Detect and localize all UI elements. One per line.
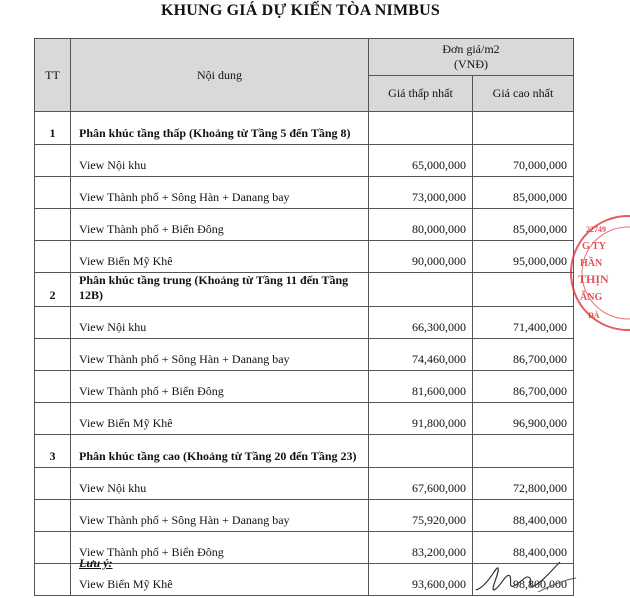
section-row: [35, 112, 574, 145]
svg-text:G TY: G TY: [582, 241, 606, 252]
table-row: [35, 307, 574, 339]
empty-cell: [35, 339, 71, 371]
header-unit-line1: Đơn giá/m2: [442, 42, 500, 56]
empty-cell: [35, 564, 71, 596]
svg-text:ĐÀ: ĐÀ: [588, 311, 600, 320]
low-price: 83,200,000: [369, 532, 473, 564]
low-price: 91,800,000: [369, 403, 473, 435]
empty-cell: [473, 435, 574, 468]
table-header-row: [35, 39, 574, 76]
row-label: View Nội khu: [71, 307, 369, 339]
empty-cell: [35, 468, 71, 500]
high-price: 98,800,000: [473, 564, 574, 596]
empty-cell: [369, 273, 473, 307]
table-row: [35, 177, 574, 209]
company-stamp: [570, 212, 630, 334]
table-body: [35, 112, 574, 596]
high-price: 96,900,000: [473, 403, 574, 435]
table-row: [35, 241, 574, 273]
low-price: 81,600,000: [369, 371, 473, 403]
table-row: [35, 209, 574, 241]
row-label: View Thành phố + Biển Đông: [71, 209, 369, 241]
table-row: [35, 145, 574, 177]
svg-text:22749: 22749: [586, 225, 606, 234]
low-price: 74,460,000: [369, 339, 473, 371]
empty-cell: [473, 112, 574, 145]
empty-cell: [369, 435, 473, 468]
page-title: KHUNG GIÁ DỰ KIẾN TÒA NIMBUS: [161, 2, 440, 19]
header-low-price: Giá thấp nhất: [369, 76, 473, 112]
table-row: [35, 371, 574, 403]
row-label: View Biển Mỹ Khê: [71, 403, 369, 435]
section-name: Phân khúc tầng trung (Khoảng từ Tầng 11 đến Tầng 12B): [71, 273, 369, 307]
row-label: View Thành phố + Sông Hàn + Danang bay: [71, 177, 369, 209]
section-row: [35, 435, 574, 468]
svg-text:ẴNG: ẴNG: [580, 292, 603, 303]
empty-cell: [35, 500, 71, 532]
row-label: View Nội khu: [71, 468, 369, 500]
table-row: [35, 339, 574, 371]
header-high-price: Giá cao nhất: [473, 76, 574, 112]
low-price: 80,000,000: [369, 209, 473, 241]
header-unit-line2: (VNĐ): [454, 57, 488, 71]
header-content: Nội dung: [71, 39, 369, 112]
empty-cell: [35, 307, 71, 339]
high-price: 85,000,000: [473, 209, 574, 241]
empty-cell: [35, 403, 71, 435]
header-unit-price: [369, 39, 574, 76]
row-label: View Thành phố + Biển Đông: [71, 371, 369, 403]
table-row: [35, 500, 574, 532]
high-price: 86,700,000: [473, 371, 574, 403]
section-number: 3: [35, 435, 71, 468]
empty-cell: [35, 177, 71, 209]
high-price: 86,700,000: [473, 339, 574, 371]
row-label: View Biển Mỹ Khê: [71, 564, 369, 596]
low-price: 93,600,000: [369, 564, 473, 596]
row-label: View Thành phố + Sông Hàn + Danang bay: [71, 339, 369, 371]
section-name: Phân khúc tầng thấp (Khoảng từ Tầng 5 đến Tầng 8): [71, 112, 369, 145]
high-price: 88,400,000: [473, 532, 574, 564]
low-price: 65,000,000: [369, 145, 473, 177]
table-row: [35, 468, 574, 500]
row-label: View Thành phố + Sông Hàn + Danang bay: [71, 500, 369, 532]
low-price: 75,920,000: [369, 500, 473, 532]
empty-cell: [473, 273, 574, 307]
low-price: 66,300,000: [369, 307, 473, 339]
svg-text:THỊN: THỊN: [578, 272, 609, 286]
signature: [468, 556, 578, 596]
row-label: View Thành phố + Biển Đông: [71, 532, 369, 564]
empty-cell: [35, 145, 71, 177]
low-price: 73,000,000: [369, 177, 473, 209]
price-table: [34, 38, 574, 596]
empty-cell: [35, 241, 71, 273]
empty-cell: [35, 371, 71, 403]
section-number: 1: [35, 112, 71, 145]
row-label: View Nội khu: [71, 145, 369, 177]
empty-cell: [369, 112, 473, 145]
high-price: 95,000,000: [473, 241, 574, 273]
empty-cell: [35, 209, 71, 241]
high-price: 71,400,000: [473, 307, 574, 339]
table-row: [35, 403, 574, 435]
low-price: 67,600,000: [369, 468, 473, 500]
high-price: 72,800,000: [473, 468, 574, 500]
section-name: Phân khúc tầng cao (Khoảng từ Tầng 20 đến Tầng 23): [71, 435, 369, 468]
header-tt: TT: [35, 39, 71, 112]
low-price: 90,000,000: [369, 241, 473, 273]
empty-cell: [35, 532, 71, 564]
section-row: [35, 273, 574, 307]
note-label: Lưu ý:: [79, 556, 113, 570]
svg-text:HẦN: HẦN: [580, 258, 603, 269]
high-price: 70,000,000: [473, 145, 574, 177]
high-price: 88,400,000: [473, 500, 574, 532]
section-number: 2: [35, 273, 71, 307]
row-label: View Biển Mỹ Khê: [71, 241, 369, 273]
high-price: 85,000,000: [473, 177, 574, 209]
